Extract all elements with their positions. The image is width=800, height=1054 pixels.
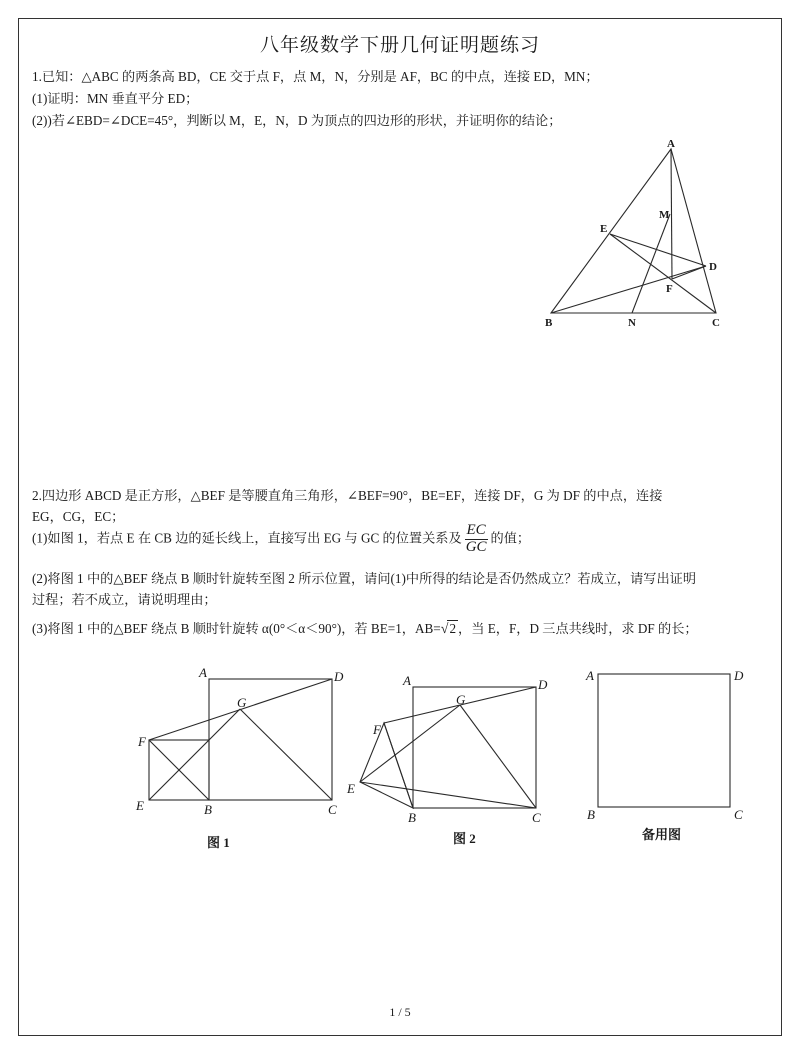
caption-figure-2: 图 2 bbox=[453, 831, 476, 846]
segment-gc-fig2 bbox=[460, 705, 536, 808]
fig2-label-e: E bbox=[347, 781, 355, 796]
problem2-question2-line2: 过程；若不成立，请说明理由； bbox=[32, 592, 217, 607]
point-label-d: D bbox=[709, 261, 717, 273]
caption-spare-figure: 备用图 bbox=[642, 827, 682, 842]
fig2-label-b: B bbox=[408, 810, 416, 825]
fraction-numerator: EC bbox=[466, 522, 486, 538]
problem1-question2: (2))若∠EBD=∠DCE=45°，判断以 M，E，N，D 为顶点的四边形的形状，并证明你的结论； bbox=[32, 113, 562, 128]
spare-label-d: D bbox=[734, 668, 744, 683]
point-label-e: E bbox=[600, 223, 608, 235]
fig2-label-a: A bbox=[403, 673, 411, 688]
figure-1 bbox=[135, 665, 344, 817]
problem2-stem-line2: EG，CG，EC； bbox=[32, 509, 125, 524]
spare-figure bbox=[585, 668, 744, 822]
problem2-stem-line1: 2.四边形 ABCD 是正方形，△BEF 是等腰直角三角形，∠BEF=90°，BE=EF，连接 DF，G 为 DF 的中点，连接 bbox=[32, 488, 663, 503]
fig2-label-c: C bbox=[532, 810, 541, 825]
spare-label-c: C bbox=[734, 807, 743, 822]
fig1-label-f: F bbox=[138, 734, 146, 749]
sqrt-value: 2 bbox=[449, 621, 457, 636]
problem1-question1: (1)证明：MN 垂直平分 ED； bbox=[32, 91, 199, 106]
square-abcd-fig2 bbox=[413, 687, 536, 808]
fig1-label-g: G bbox=[237, 695, 247, 710]
sqrt-symbol: √ bbox=[440, 622, 449, 637]
segment-eg-fig1 bbox=[149, 709, 240, 800]
point-label-n: N bbox=[628, 317, 636, 329]
fig1-label-d: D bbox=[334, 669, 344, 684]
segment-fb-fig2 bbox=[384, 723, 413, 808]
point-label-c: C bbox=[712, 317, 720, 329]
fig2-label-g: G bbox=[456, 692, 466, 707]
point-label-b: B bbox=[545, 317, 553, 329]
fig1-label-b: B bbox=[204, 802, 212, 817]
fig1-label-c: C bbox=[328, 802, 337, 817]
page-title: 八年级数学下册几何证明题练习 bbox=[259, 35, 540, 56]
fig2-label-f: F bbox=[373, 722, 381, 737]
point-label-a: A bbox=[667, 138, 675, 150]
page-number: 1 / 5 bbox=[389, 1005, 411, 1019]
fraction-denominator: GC bbox=[465, 538, 487, 555]
spare-label-b: B bbox=[587, 807, 595, 822]
fig1-label-a: A bbox=[199, 665, 207, 680]
fig1-label-e: E bbox=[136, 798, 144, 813]
triangle-bef-fig2 bbox=[360, 723, 413, 808]
problem2-question3-tail: ，当 E，F，D 三点共线时，求 DF 的长； bbox=[458, 621, 698, 636]
problem2-question1-text: (1)如图 1，若点 E 在 CB 边的延长线上，直接写出 EG 与 GC 的位置关系及 bbox=[32, 530, 462, 546]
problem2-question3-text: (3)将图 1 中的△BEF 绕点 B 顺时针旋转 α(0°＜α＜90°)，若 BE=1，AB= bbox=[32, 621, 441, 636]
square-abcd-spare bbox=[598, 674, 730, 807]
fig2-label-d: D bbox=[538, 677, 548, 692]
segment-gc-fig1 bbox=[240, 709, 332, 800]
point-label-f: F bbox=[666, 283, 673, 295]
point-label-m: M bbox=[659, 209, 670, 221]
spare-label-a: A bbox=[586, 668, 594, 683]
problem2-question2-line1: (2)将图 1 中的△BEF 绕点 B 顺时针旋转至图 2 所示位置，请问(1)中所得的结论是否仍然成立？若成立，请写出证明 bbox=[32, 571, 697, 586]
caption-figure-1: 图 1 bbox=[207, 835, 230, 850]
problem2-question1-tail: 的值； bbox=[490, 530, 531, 546]
problem1-stem: 1.已知：△ABC 的两条高 BD，CE 交于点 F，点 M，N，分别是 AF，BC 的中点，连接 ED，MN； bbox=[32, 69, 599, 84]
figure-2 bbox=[346, 673, 548, 825]
